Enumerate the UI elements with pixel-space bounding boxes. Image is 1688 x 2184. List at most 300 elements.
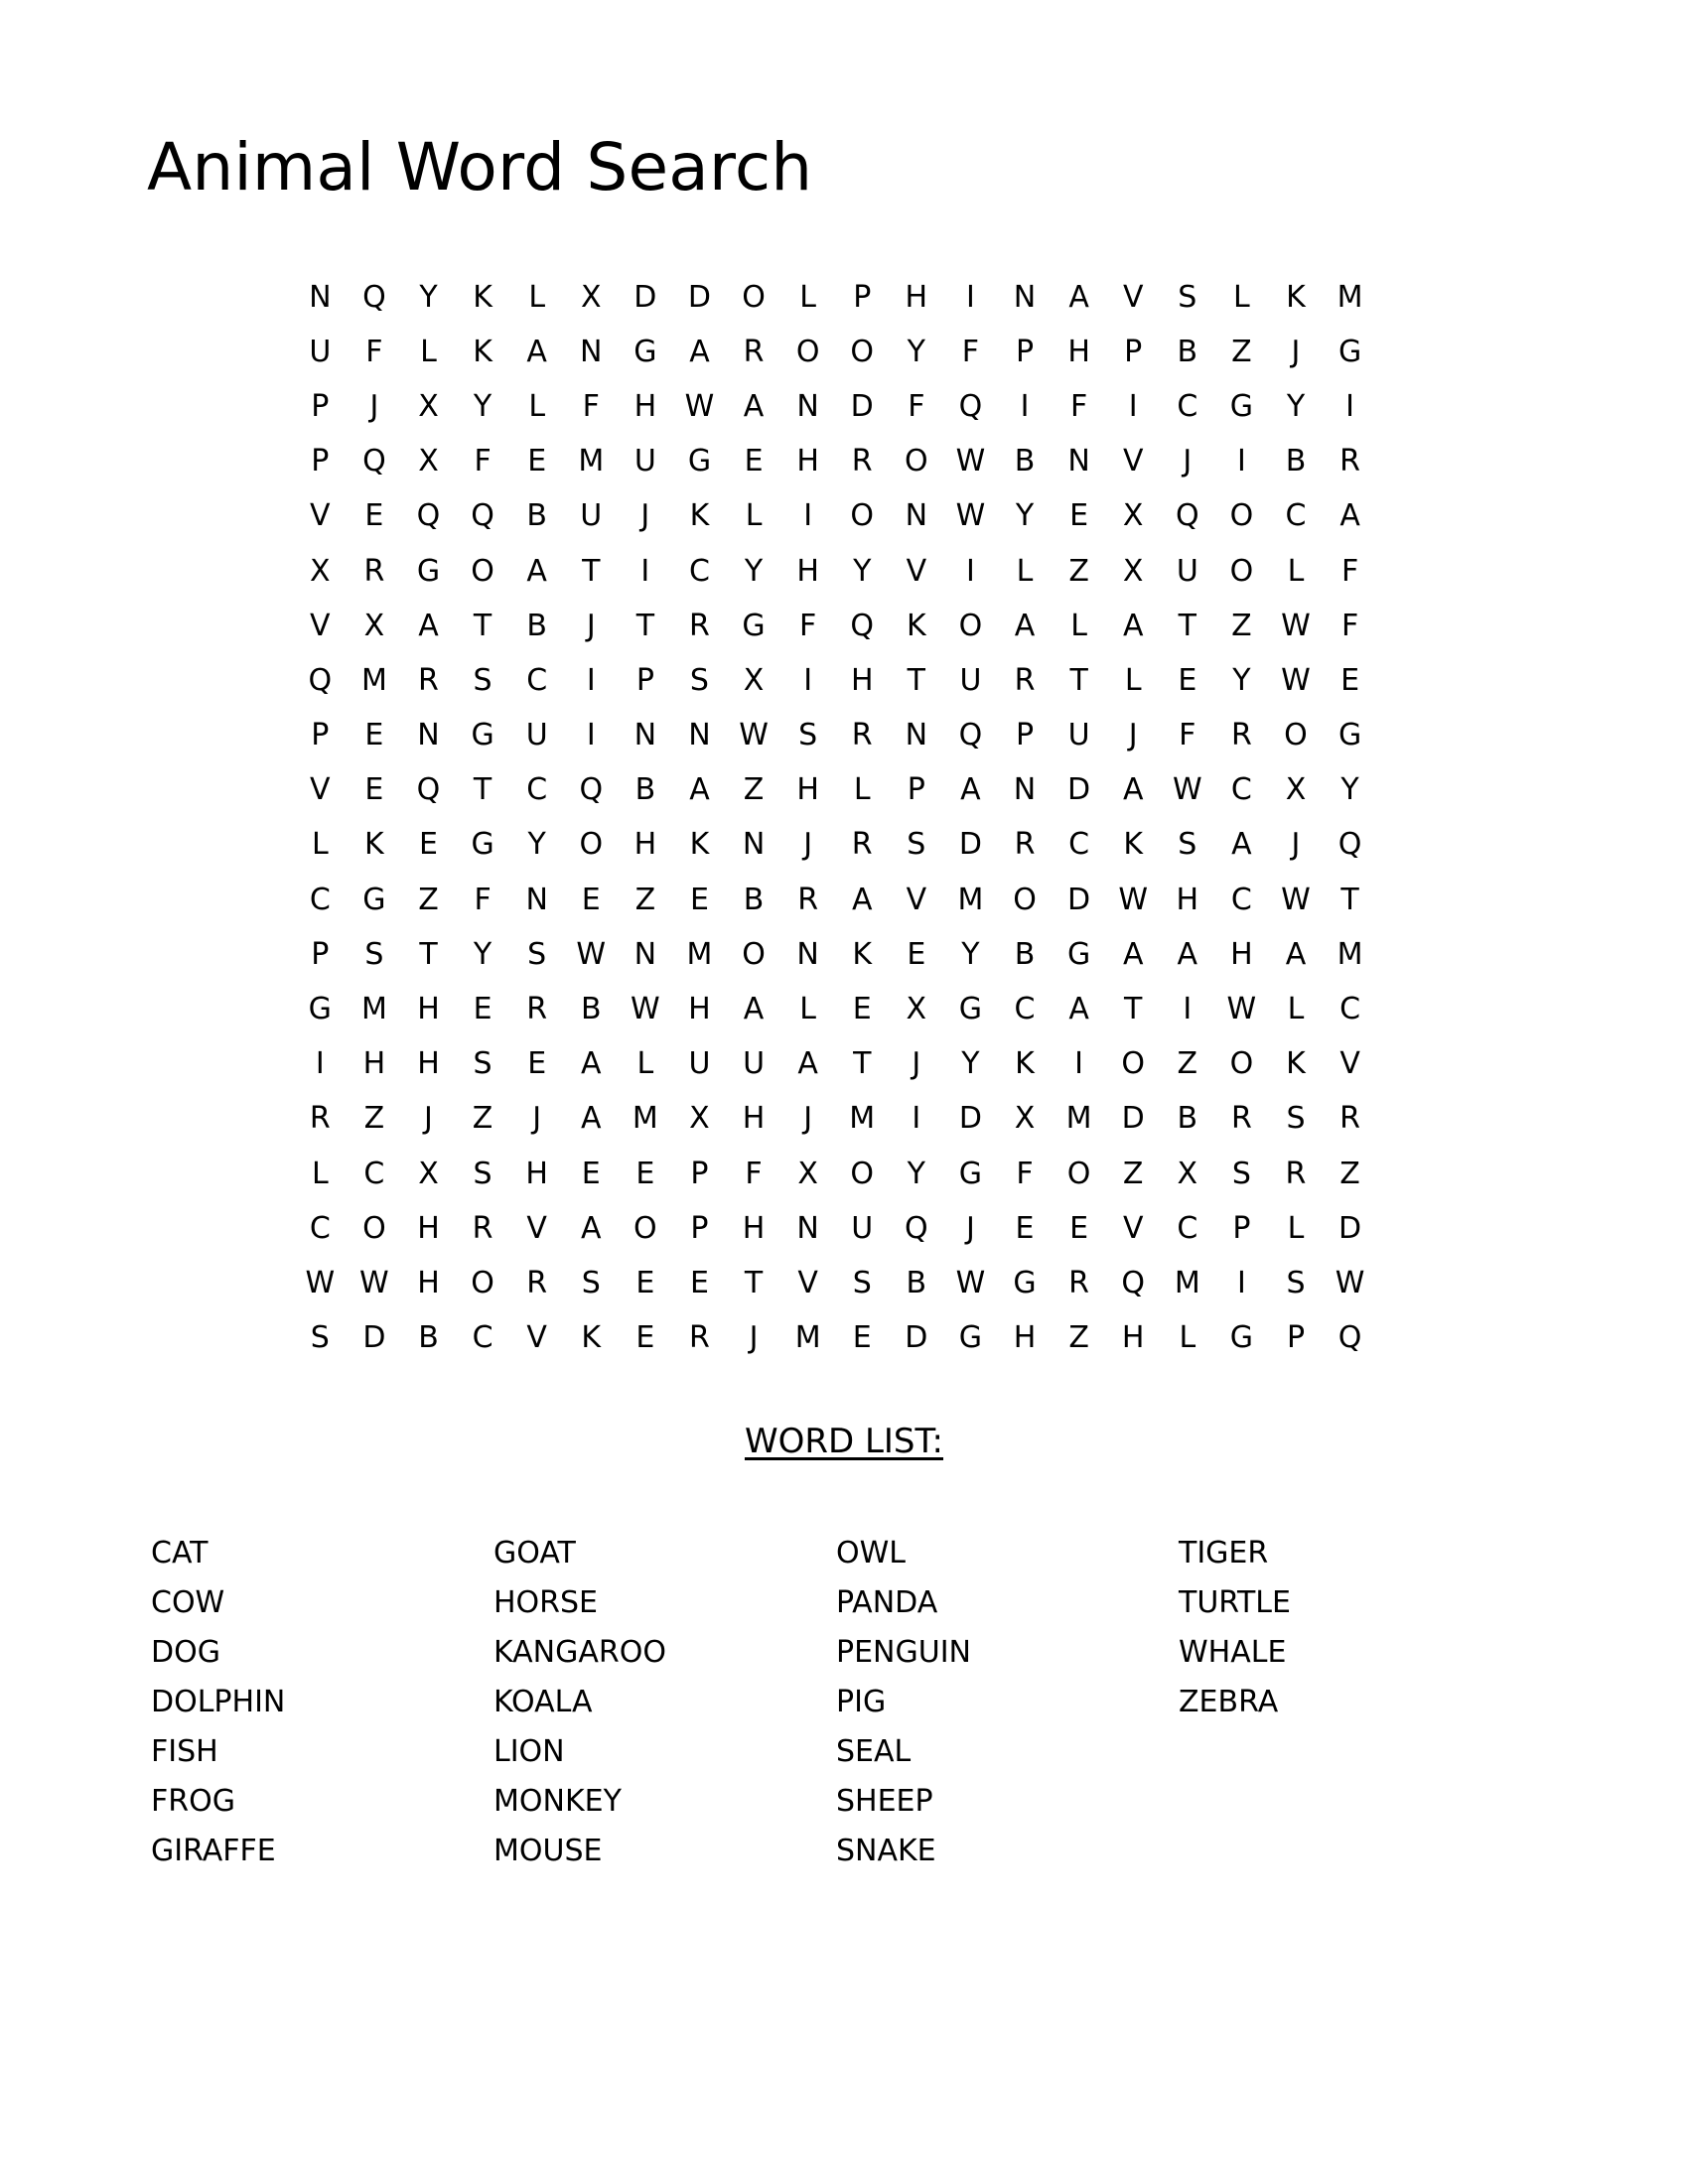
grid-cell[interactable]: A xyxy=(418,608,439,643)
grid-cell[interactable]: L xyxy=(1233,279,1250,315)
grid-cell[interactable]: P xyxy=(853,279,872,315)
grid-cell[interactable]: L xyxy=(1016,553,1034,589)
word-list-item[interactable]: PANDA xyxy=(836,1585,938,1620)
grid-cell[interactable]: R xyxy=(309,1101,331,1137)
grid-cell[interactable]: Z xyxy=(363,1101,385,1137)
grid-cell[interactable]: W xyxy=(1335,1265,1365,1300)
grid-cell[interactable]: N xyxy=(796,1210,819,1246)
grid-cell[interactable]: L xyxy=(1070,608,1087,643)
grid-cell[interactable]: S xyxy=(473,1046,492,1082)
word-list-item[interactable]: MONKEY xyxy=(493,1784,622,1819)
grid-cell[interactable]: P xyxy=(907,772,925,808)
grid-cell[interactable]: O xyxy=(579,827,604,863)
grid-cell[interactable]: D xyxy=(1338,1210,1362,1246)
word-list-item[interactable]: OWL xyxy=(836,1536,906,1570)
grid-cell[interactable]: H xyxy=(417,1046,440,1082)
grid-cell[interactable]: W xyxy=(1172,772,1202,808)
grid-cell[interactable]: R xyxy=(472,1210,493,1246)
grid-cell[interactable]: O xyxy=(471,1265,494,1300)
grid-cell[interactable]: V xyxy=(310,608,331,643)
grid-cell[interactable]: R xyxy=(1339,444,1360,479)
grid-cell[interactable]: Z xyxy=(1068,1320,1089,1356)
grid-cell[interactable]: K xyxy=(689,827,710,863)
grid-cell[interactable]: X xyxy=(743,662,765,698)
grid-cell[interactable]: R xyxy=(1285,1156,1307,1191)
grid-cell[interactable]: N xyxy=(580,334,603,369)
grid-cell[interactable]: F xyxy=(1340,553,1359,589)
grid-cell[interactable]: O xyxy=(1229,498,1254,534)
grid-cell[interactable]: Q xyxy=(905,1210,928,1246)
grid-cell[interactable]: F xyxy=(474,444,492,479)
grid-cell[interactable]: Q xyxy=(362,279,386,315)
grid-cell[interactable]: I xyxy=(803,662,813,698)
grid-cell[interactable]: O xyxy=(905,444,928,479)
grid-cell[interactable]: A xyxy=(1122,608,1144,643)
grid-cell[interactable]: L xyxy=(1179,1320,1196,1356)
grid-cell[interactable]: I xyxy=(586,662,596,698)
grid-cell[interactable]: W xyxy=(955,1265,986,1300)
grid-cell[interactable]: Y xyxy=(1286,388,1306,424)
grid-cell[interactable]: E xyxy=(907,936,926,972)
grid-cell[interactable]: V xyxy=(310,498,331,534)
grid-cell[interactable]: C xyxy=(472,1320,493,1356)
grid-cell[interactable]: H xyxy=(850,662,874,698)
grid-cell[interactable]: J xyxy=(424,1101,433,1137)
grid-cell[interactable]: V xyxy=(797,1265,818,1300)
grid-cell[interactable]: U xyxy=(580,498,603,534)
grid-cell[interactable]: D xyxy=(1067,882,1091,917)
grid-cell[interactable]: H xyxy=(417,1210,440,1246)
grid-cell[interactable]: E xyxy=(1340,662,1360,698)
grid-cell[interactable]: L xyxy=(853,772,871,808)
grid-cell[interactable]: F xyxy=(582,388,600,424)
grid-cell[interactable]: R xyxy=(851,444,873,479)
grid-cell[interactable]: O xyxy=(742,936,766,972)
grid-cell[interactable]: W xyxy=(1281,662,1311,698)
grid-cell[interactable]: P xyxy=(635,662,654,698)
grid-cell[interactable]: F xyxy=(1179,718,1196,753)
word-list-item[interactable]: COW xyxy=(151,1585,225,1620)
grid-cell[interactable]: S xyxy=(1178,279,1197,315)
grid-cell[interactable]: H xyxy=(362,1046,386,1082)
grid-cell[interactable]: H xyxy=(1013,1320,1037,1356)
grid-cell[interactable]: O xyxy=(1229,553,1254,589)
grid-cell[interactable]: V xyxy=(906,882,927,917)
grid-cell[interactable]: S xyxy=(1231,1156,1251,1191)
grid-cell[interactable]: M xyxy=(1336,936,1363,972)
grid-cell[interactable]: N xyxy=(633,936,657,972)
grid-cell[interactable]: F xyxy=(1069,388,1088,424)
grid-cell[interactable]: Q xyxy=(1121,1265,1146,1300)
grid-cell[interactable]: Y xyxy=(1232,662,1251,698)
grid-cell[interactable]: S xyxy=(581,1265,601,1300)
grid-cell[interactable]: K xyxy=(1286,1046,1306,1082)
word-list-item[interactable]: MOUSE xyxy=(493,1834,603,1868)
grid-cell[interactable]: A xyxy=(851,882,873,917)
grid-cell[interactable]: C xyxy=(309,882,331,917)
grid-cell[interactable]: A xyxy=(526,334,547,369)
grid-cell[interactable]: W xyxy=(739,718,769,753)
grid-cell[interactable]: L xyxy=(311,827,329,863)
grid-cell[interactable]: L xyxy=(1287,992,1305,1027)
grid-cell[interactable]: V xyxy=(1339,1046,1360,1082)
grid-cell[interactable]: O xyxy=(742,279,766,315)
grid-cell[interactable]: T xyxy=(1178,608,1196,643)
grid-cell[interactable]: T xyxy=(1069,662,1088,698)
grid-cell[interactable]: P xyxy=(311,718,330,753)
grid-cell[interactable]: W xyxy=(1281,882,1311,917)
grid-cell[interactable]: A xyxy=(743,992,765,1027)
grid-cell[interactable]: L xyxy=(1287,553,1305,589)
grid-cell[interactable]: R xyxy=(363,553,385,589)
grid-cell[interactable]: K xyxy=(852,936,873,972)
word-list-item[interactable]: DOLPHIN xyxy=(151,1685,286,1719)
grid-cell[interactable]: V xyxy=(526,1210,547,1246)
grid-cell[interactable]: J xyxy=(803,1101,813,1137)
grid-cell[interactable]: A xyxy=(1068,992,1089,1027)
word-list-item[interactable]: CAT xyxy=(151,1536,209,1570)
word-search-grid[interactable] xyxy=(293,270,1377,1366)
grid-cell[interactable]: X xyxy=(418,444,439,479)
grid-cell[interactable]: Y xyxy=(907,1156,925,1191)
grid-cell[interactable]: H xyxy=(1176,882,1199,917)
grid-cell[interactable]: Z xyxy=(472,1101,493,1137)
grid-cell[interactable]: L xyxy=(528,279,546,315)
grid-cell[interactable]: J xyxy=(640,498,650,534)
grid-cell[interactable]: E xyxy=(581,1156,601,1191)
grid-cell[interactable]: H xyxy=(633,827,657,863)
grid-cell[interactable]: Y xyxy=(1340,772,1359,808)
grid-cell[interactable]: Z xyxy=(634,882,656,917)
grid-cell[interactable]: O xyxy=(795,334,820,369)
grid-cell[interactable]: Q xyxy=(471,498,494,534)
grid-cell[interactable]: A xyxy=(1339,498,1360,534)
grid-cell[interactable]: R xyxy=(1230,1101,1252,1137)
grid-cell[interactable]: F xyxy=(799,608,817,643)
grid-cell[interactable]: C xyxy=(1339,992,1361,1027)
grid-cell[interactable]: E xyxy=(419,827,438,863)
grid-cell[interactable]: A xyxy=(689,772,710,808)
word-list-item[interactable]: FISH xyxy=(151,1734,218,1769)
grid-cell[interactable]: A xyxy=(689,334,710,369)
grid-cell[interactable]: J xyxy=(1128,718,1138,753)
grid-cell[interactable]: I xyxy=(1183,992,1193,1027)
grid-cell[interactable]: U xyxy=(688,1046,711,1082)
grid-cell[interactable]: D xyxy=(850,388,874,424)
grid-cell[interactable]: V xyxy=(310,772,331,808)
grid-cell[interactable]: N xyxy=(633,718,657,753)
grid-cell[interactable]: N xyxy=(309,279,332,315)
grid-cell[interactable]: Y xyxy=(853,553,872,589)
grid-cell[interactable]: V xyxy=(906,553,927,589)
grid-cell[interactable]: X xyxy=(418,388,439,424)
grid-cell[interactable]: F xyxy=(365,334,383,369)
grid-cell[interactable]: N xyxy=(796,936,819,972)
grid-cell[interactable]: R xyxy=(526,1265,548,1300)
grid-cell[interactable]: W xyxy=(631,992,660,1027)
grid-cell[interactable]: N xyxy=(417,718,440,753)
grid-cell[interactable]: C xyxy=(688,553,710,589)
grid-cell[interactable]: U xyxy=(309,334,332,369)
grid-cell[interactable]: Y xyxy=(419,279,438,315)
grid-cell[interactable]: J xyxy=(749,1320,759,1356)
grid-cell[interactable]: E xyxy=(527,444,547,479)
grid-cell[interactable]: E xyxy=(1069,498,1089,534)
grid-cell[interactable]: A xyxy=(797,1046,818,1082)
grid-cell[interactable]: G xyxy=(416,553,441,589)
grid-cell[interactable]: Y xyxy=(1015,498,1035,534)
grid-cell[interactable]: V xyxy=(526,1320,547,1356)
grid-cell[interactable]: X xyxy=(1122,498,1144,534)
grid-cell[interactable]: G xyxy=(742,608,766,643)
grid-cell[interactable]: K xyxy=(473,279,492,315)
grid-cell[interactable]: B xyxy=(418,1320,439,1356)
grid-cell[interactable]: B xyxy=(1177,334,1198,369)
grid-cell[interactable]: P xyxy=(1124,334,1143,369)
grid-cell[interactable]: T xyxy=(1340,882,1359,917)
grid-cell[interactable]: K xyxy=(906,608,926,643)
grid-cell[interactable]: A xyxy=(1014,608,1036,643)
grid-cell[interactable]: Q xyxy=(958,718,983,753)
grid-cell[interactable]: I xyxy=(640,553,650,589)
grid-cell[interactable]: J xyxy=(912,1046,921,1082)
grid-cell[interactable]: A xyxy=(743,388,765,424)
grid-cell[interactable]: E xyxy=(364,498,384,534)
grid-cell[interactable]: S xyxy=(310,1320,330,1356)
grid-cell[interactable]: M xyxy=(578,444,605,479)
grid-cell[interactable]: V xyxy=(1122,279,1144,315)
word-list-item[interactable]: SHEEP xyxy=(836,1784,933,1819)
grid-cell[interactable]: T xyxy=(1124,992,1143,1027)
grid-cell[interactable]: I xyxy=(586,718,596,753)
word-list-item[interactable]: WHALE xyxy=(1179,1635,1287,1670)
grid-cell[interactable]: P xyxy=(311,444,330,479)
grid-cell[interactable]: S xyxy=(473,1156,492,1191)
grid-cell[interactable]: J xyxy=(803,827,813,863)
grid-cell[interactable]: H xyxy=(796,772,819,808)
grid-cell[interactable]: R xyxy=(851,827,873,863)
grid-cell[interactable]: A xyxy=(1122,772,1144,808)
grid-cell[interactable]: K xyxy=(1286,279,1306,315)
grid-cell[interactable]: H xyxy=(417,1265,440,1300)
grid-cell[interactable]: X xyxy=(797,1156,818,1191)
grid-cell[interactable]: Z xyxy=(1122,1156,1144,1191)
grid-cell[interactable]: K xyxy=(473,334,492,369)
grid-cell[interactable]: I xyxy=(803,498,813,534)
grid-cell[interactable]: C xyxy=(309,1210,331,1246)
grid-cell[interactable]: Z xyxy=(1231,608,1252,643)
grid-cell[interactable]: B xyxy=(580,992,602,1027)
grid-cell[interactable]: J xyxy=(965,1210,975,1246)
grid-cell[interactable]: T xyxy=(419,936,438,972)
word-list-item[interactable]: KANGAROO xyxy=(493,1635,666,1670)
grid-cell[interactable]: H xyxy=(1121,1320,1145,1356)
grid-cell[interactable]: F xyxy=(474,882,492,917)
grid-cell[interactable]: Q xyxy=(362,444,386,479)
grid-cell[interactable]: D xyxy=(1121,1101,1145,1137)
grid-cell[interactable]: F xyxy=(908,388,925,424)
grid-cell[interactable]: O xyxy=(850,334,875,369)
grid-cell[interactable]: A xyxy=(581,1210,602,1246)
grid-cell[interactable]: N xyxy=(796,388,819,424)
grid-cell[interactable]: I xyxy=(965,553,975,589)
grid-cell[interactable]: G xyxy=(1066,936,1091,972)
grid-cell[interactable]: A xyxy=(1231,827,1252,863)
grid-cell[interactable]: N xyxy=(688,718,711,753)
grid-cell[interactable]: O xyxy=(1066,1156,1091,1191)
grid-cell[interactable]: U xyxy=(525,718,548,753)
grid-cell[interactable]: C xyxy=(1014,992,1036,1027)
grid-cell[interactable]: B xyxy=(634,772,656,808)
grid-cell[interactable]: N xyxy=(742,827,766,863)
grid-cell[interactable]: B xyxy=(526,608,547,643)
grid-cell[interactable]: G xyxy=(687,444,712,479)
grid-cell[interactable]: R xyxy=(1014,827,1036,863)
grid-cell[interactable]: X xyxy=(418,1156,439,1191)
grid-cell[interactable]: A xyxy=(1068,279,1089,315)
grid-cell[interactable]: X xyxy=(363,608,385,643)
grid-cell[interactable]: R xyxy=(1068,1265,1090,1300)
grid-cell[interactable]: L xyxy=(1287,1210,1305,1246)
grid-cell[interactable]: X xyxy=(689,1101,710,1137)
word-list-item[interactable]: SEAL xyxy=(836,1734,912,1769)
grid-cell[interactable]: Q xyxy=(1337,1320,1362,1356)
grid-cell[interactable]: Q xyxy=(850,608,875,643)
grid-cell[interactable]: S xyxy=(473,662,492,698)
word-list-item[interactable]: PENGUIN xyxy=(836,1635,971,1670)
grid-cell[interactable]: G xyxy=(1013,1265,1037,1300)
grid-cell[interactable]: J xyxy=(369,388,379,424)
word-list-item[interactable]: FROG xyxy=(151,1784,235,1819)
grid-cell[interactable]: N xyxy=(1013,772,1037,808)
grid-cell[interactable]: I xyxy=(912,1101,921,1137)
grid-cell[interactable]: R xyxy=(797,882,819,917)
grid-cell[interactable]: Q xyxy=(416,498,441,534)
grid-cell[interactable]: L xyxy=(1124,662,1142,698)
grid-cell[interactable]: R xyxy=(851,718,873,753)
grid-cell[interactable]: T xyxy=(635,608,655,643)
grid-cell[interactable]: K xyxy=(364,827,384,863)
grid-cell[interactable]: R xyxy=(689,608,710,643)
grid-cell[interactable]: C xyxy=(363,1156,385,1191)
grid-cell[interactable]: C xyxy=(1285,498,1307,534)
grid-cell[interactable]: R xyxy=(1014,662,1036,698)
grid-cell[interactable]: I xyxy=(1020,388,1030,424)
word-list-item[interactable]: HORSE xyxy=(493,1585,599,1620)
grid-cell[interactable]: M xyxy=(849,1101,876,1137)
grid-cell[interactable]: Q xyxy=(308,662,333,698)
grid-cell[interactable]: E xyxy=(364,772,384,808)
grid-cell[interactable]: G xyxy=(362,882,386,917)
grid-cell[interactable]: A xyxy=(1285,936,1307,972)
word-list-item[interactable]: TURTLE xyxy=(1179,1585,1291,1620)
grid-cell[interactable]: I xyxy=(1074,1046,1084,1082)
grid-cell[interactable]: P xyxy=(311,388,330,424)
grid-cell[interactable]: S xyxy=(1286,1101,1306,1137)
grid-cell[interactable]: E xyxy=(852,992,872,1027)
grid-cell[interactable]: E xyxy=(527,1046,547,1082)
grid-cell[interactable]: B xyxy=(1014,444,1036,479)
grid-cell[interactable]: C xyxy=(1230,882,1252,917)
grid-cell[interactable]: X xyxy=(1177,1156,1198,1191)
grid-cell[interactable]: N xyxy=(525,882,548,917)
grid-cell[interactable]: D xyxy=(687,279,711,315)
grid-cell[interactable]: D xyxy=(1067,772,1091,808)
grid-cell[interactable]: Z xyxy=(1231,334,1252,369)
grid-cell[interactable]: E xyxy=(473,992,492,1027)
grid-cell[interactable]: X xyxy=(1122,553,1144,589)
grid-cell[interactable]: N xyxy=(1013,279,1037,315)
grid-cell[interactable]: O xyxy=(1121,1046,1146,1082)
grid-cell[interactable]: Y xyxy=(473,388,492,424)
grid-cell[interactable]: H xyxy=(1230,936,1253,972)
grid-cell[interactable]: E xyxy=(581,882,601,917)
grid-cell[interactable]: O xyxy=(850,498,875,534)
grid-cell[interactable]: H xyxy=(1067,334,1090,369)
grid-cell[interactable]: W xyxy=(1281,608,1311,643)
grid-cell[interactable]: Z xyxy=(1068,553,1089,589)
grid-cell[interactable]: W xyxy=(576,936,607,972)
grid-cell[interactable]: G xyxy=(471,827,494,863)
grid-cell[interactable]: L xyxy=(745,498,763,534)
grid-cell[interactable]: A xyxy=(526,553,547,589)
grid-cell[interactable]: W xyxy=(955,498,986,534)
grid-cell[interactable]: R xyxy=(526,992,548,1027)
grid-cell[interactable]: C xyxy=(1177,388,1198,424)
grid-cell[interactable]: C xyxy=(1068,827,1090,863)
grid-cell[interactable]: H xyxy=(633,388,657,424)
grid-cell[interactable]: K xyxy=(689,498,710,534)
grid-cell[interactable]: C xyxy=(526,772,548,808)
grid-cell[interactable]: G xyxy=(1337,334,1362,369)
grid-cell[interactable]: G xyxy=(633,334,657,369)
grid-cell[interactable]: O xyxy=(850,1156,875,1191)
grid-cell[interactable]: Q xyxy=(958,388,983,424)
grid-cell[interactable]: T xyxy=(582,553,601,589)
grid-cell[interactable]: R xyxy=(1230,718,1252,753)
grid-cell[interactable]: U xyxy=(633,444,656,479)
grid-cell[interactable]: J xyxy=(1291,827,1301,863)
grid-cell[interactable]: S xyxy=(852,1265,872,1300)
grid-cell[interactable]: G xyxy=(1337,718,1362,753)
grid-cell[interactable]: X xyxy=(1014,1101,1036,1137)
grid-cell[interactable]: M xyxy=(794,1320,821,1356)
grid-cell[interactable]: B xyxy=(1177,1101,1198,1137)
grid-cell[interactable]: T xyxy=(473,772,492,808)
grid-cell[interactable]: H xyxy=(742,1210,766,1246)
grid-cell[interactable]: U xyxy=(851,1210,874,1246)
grid-cell[interactable]: X xyxy=(310,553,331,589)
grid-cell[interactable]: P xyxy=(311,936,330,972)
grid-cell[interactable]: G xyxy=(958,1156,983,1191)
grid-cell[interactable]: H xyxy=(905,279,928,315)
grid-cell[interactable]: P xyxy=(690,1156,709,1191)
grid-cell[interactable]: E xyxy=(635,1265,655,1300)
grid-cell[interactable]: Z xyxy=(1177,1046,1198,1082)
grid-cell[interactable]: B xyxy=(906,1265,927,1300)
grid-cell[interactable]: U xyxy=(1067,718,1090,753)
grid-cell[interactable]: E xyxy=(852,1320,872,1356)
grid-cell[interactable]: E xyxy=(1069,1210,1089,1246)
grid-cell[interactable]: G xyxy=(308,992,332,1027)
word-list-item[interactable]: PIG xyxy=(836,1685,887,1719)
grid-cell[interactable]: X xyxy=(906,992,927,1027)
grid-cell[interactable]: W xyxy=(359,1265,389,1300)
grid-cell[interactable]: E xyxy=(689,1265,709,1300)
grid-cell[interactable]: K xyxy=(1015,1046,1035,1082)
grid-cell[interactable]: G xyxy=(471,718,494,753)
grid-cell[interactable]: F xyxy=(745,1156,763,1191)
